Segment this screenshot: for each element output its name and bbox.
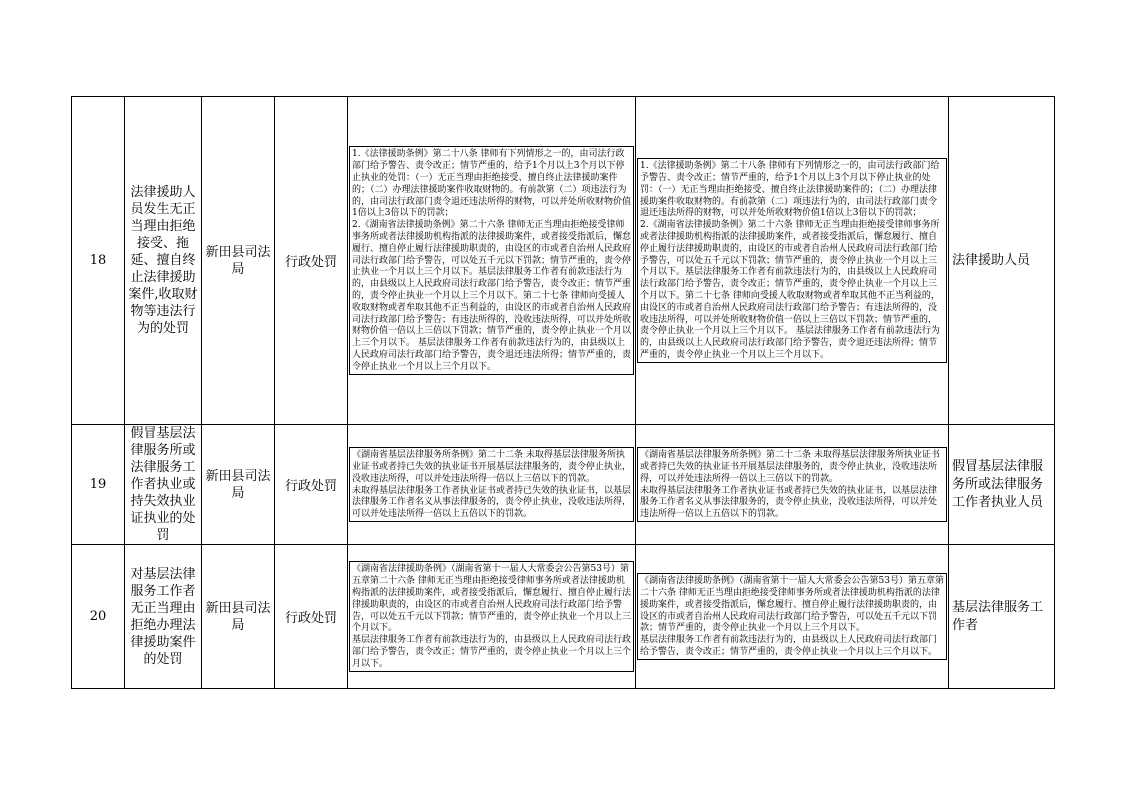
basis-paragraph: 2.《湖南省法律援助条例》第二十六条 律师无正当理由拒绝接受律师事务所或者法律援助机构指派的法律援助案件，或者接受指派后，懈怠履行、擅自停止履行法律援助职责的，由设区的市或者自治州人民政府司法行政部门给予警告，可以处五千元以下罚款；情节严重的，责令停止执业一个月以上三个月以下。基层法律服务工作者有前款违法行为的，由县级以上人民政府司法行政部门给予警告，责令改正；情节严重的，责令停止执业一个月以上三个月以下。第二十七条 律师向受援人收取财物或者牟取其他不正当利益的，由设区的市或者自治州人民政府司法行政部门给予警告；有违法所得的，没收违法所得，可以并处所收财物价值一倍以上三倍以下罚款；情节严重的，责令停止执业一个月以上三个月以下。 基层法律服务工作者有前款违法行为的，由县级以上人民政府司法行政部门给予警告，责令退还违法所得；情节严重的，责令停止执业一个月以上三个月以下。: [352, 220, 632, 372]
basis-paragraph: 《湖南省基层法律服务所条例》第二十二条 未取得基层法律服务所执业证书或者持已失效的执业证书开展基层法律服务的，责令停止执业，没收违法所得，可以并处违法所得一倍以上三倍以下的罚款。: [352, 450, 632, 484]
item-name: 对基层法律服务工作者无正当理由拒绝办理法律援助案件的处罚: [125, 545, 202, 689]
item-name: 法律援助人员发生无正当理由拒绝接受、拖延、擅自终止法律援助案件,收取财物等违法行为的处罚: [125, 97, 202, 425]
subject: 法律援助人员: [949, 97, 1055, 425]
basis-paragraph: 《湖南省基层法律服务所条例》第二十二条 未取得基层法律服务所执业证书或者持已失效的执业证书开展基层法律服务的，责令停止执业，没收违法所得，可以并处违法所得一倍以上三倍以下的罚款。: [640, 450, 940, 484]
legal-basis-right: [636, 545, 949, 689]
legal-basis-right: [636, 425, 949, 545]
subject: 基层法律服务工作者: [949, 545, 1055, 689]
penalty-table: [71, 96, 1055, 689]
category: 行政处罚: [275, 425, 348, 545]
basis-paragraph: 未取得基层法律服务工作者执业证书或者持已失效的执业证书，以基层法律服务工作者名义从事法律服务的，责令停止执业，没收违法所得，可以并处违法所得一倍以上五倍以下的罚款。: [352, 485, 632, 520]
basis-paragraph: 1.《法律援助条例》第二十八条 律师有下列情形之一的，由司法行政部门给予警告、责令改正；情节严重的，给予1个月以上3个月以下停止执业的处罚：（一）无正当理由拒绝接受、擅自终止法律援助案件的；（二）办理法律援助案件收取财物的。有前款第（二）项违法行为的，由司法行政部门责令退还违法所得的财物，可以并处所收财物价值1倍以上3倍以下的罚款；: [352, 149, 632, 219]
legal-basis-left: [348, 425, 636, 545]
table-row: [72, 97, 1055, 425]
basis-paragraph: 基层法律服务工作者有前款违法行为的，由县级以上人民政府司法行政部门给予警告，责令改正；情节严重的，责令停止执业一个月以上三个月以下。: [640, 635, 938, 657]
department: 新田县司法局: [202, 425, 275, 545]
subject: 假冒基层法律服务所或法律服务工作者执业人员: [949, 425, 1055, 545]
table-row: [72, 545, 1055, 689]
item-name: 假冒基层法律服务所或法律服务工作者执业或持失效执业证执业的处罚: [125, 425, 202, 545]
row-number: 19: [72, 425, 125, 545]
legal-basis-left: [348, 97, 636, 425]
basis-paragraph: 《湖南省法律援助条例》（湖南省第十一届人大常委会公告第53号）第五章第二十六条 律师无正当理由拒绝接受律师事务所或者法律援助机构指派的法律援助案件，或者接受指派后，懈怠履行、擅自停止履行法律援助职责的，由设区的市或者自治州人民政府司法行政部门给予警告，可以处五千元以下罚款；情节严重的，责令停止执业一个月以上三个月以下。: [640, 576, 944, 634]
legal-basis-right: [636, 97, 949, 425]
row-number: 18: [72, 97, 125, 425]
department: 新田县司法局: [202, 97, 275, 425]
basis-paragraph: 2.《湖南省法律援助条例》第二十六条 律师无正当理由拒绝接受律师事务所或者法律援助机构指派的法律援助案件，或者接受指派后，懈怠履行、擅自停止履行法律援助职责的，由设区的市或者自治州人民政府司法行政部门给予警告，可以处五千元以下罚款；情节严重的，责令停止执业一个月以上三个月以下。基层法律服务工作者有前款违法行为的，由县级以上人民政府司法行政部门给予警告，责令改正；情节严重的，责令停止执业一个月以上三个月以下。第二十七条 律师向受援人收取财物或者牟取其他不正当利益的，由设区的市或者自治州人民政府司法行政部门给予警告；有违法所得的，没收违法所得，可以并处所收财物价值一倍以上三倍以下罚款；情节严重的，责令停止执业一个月以上三个月以下。 基层法律服务工作者有前款违法行为的，由县级以上人民政府司法行政部门给予警告，责令退还违法所得；情节严重的，责令停止执业一个月以上三个月以下。: [640, 220, 940, 360]
row-number: 20: [72, 545, 125, 689]
category: 行政处罚: [275, 97, 348, 425]
category: 行政处罚: [275, 545, 348, 689]
table-row: [72, 425, 1055, 545]
department: 新田县司法局: [202, 545, 275, 689]
basis-paragraph: 基层法律服务工作者有前款违法行为的，由县级以上人民政府司法行政部门给予警告，责令改正；情节严重的，责令停止执业一个月以上三个月以下。: [352, 635, 632, 669]
basis-paragraph: 未取得基层法律服务工作者执业证书或者持已失效的执业证书，以基层法律服务工作者名义从事法律服务的，责令停止执业，没收违法所得，可以并处违法所得一倍以上五倍以下的罚款。: [640, 485, 938, 520]
basis-paragraph: 《湖南省法律援助条例》（湖南省第十一届人大常委会公告第53号）第五章第二十六条 律师无正当理由拒绝接受律师事务所或者法律援助机构指派的法律援助案件，或者接受指派后，懈怠履行、擅自停止履行法律援助职责的，由设区的市或者自治州人民政府司法行政部门给予警告，可以处五千元以下罚款；情节严重的，责令停止执业一个月以上三个月以下。: [352, 564, 632, 634]
basis-paragraph: 1.《法律援助条例》第二十八条 律师有下列情形之一的，由司法行政部门给予警告、责令改正；情节严重的，给予1个月以上3个月以下停止执业的处罚：（一）无正当理由拒绝接受、擅自终止法律援助案件的；（二）办理法律援助案件收取财物的。有前款第（二）项违法行为的，由司法行政部门责令退还违法所得的财物，可以并处所收财物价值1倍以上3倍以下的罚款；: [640, 161, 940, 219]
legal-basis-left: [348, 545, 636, 689]
